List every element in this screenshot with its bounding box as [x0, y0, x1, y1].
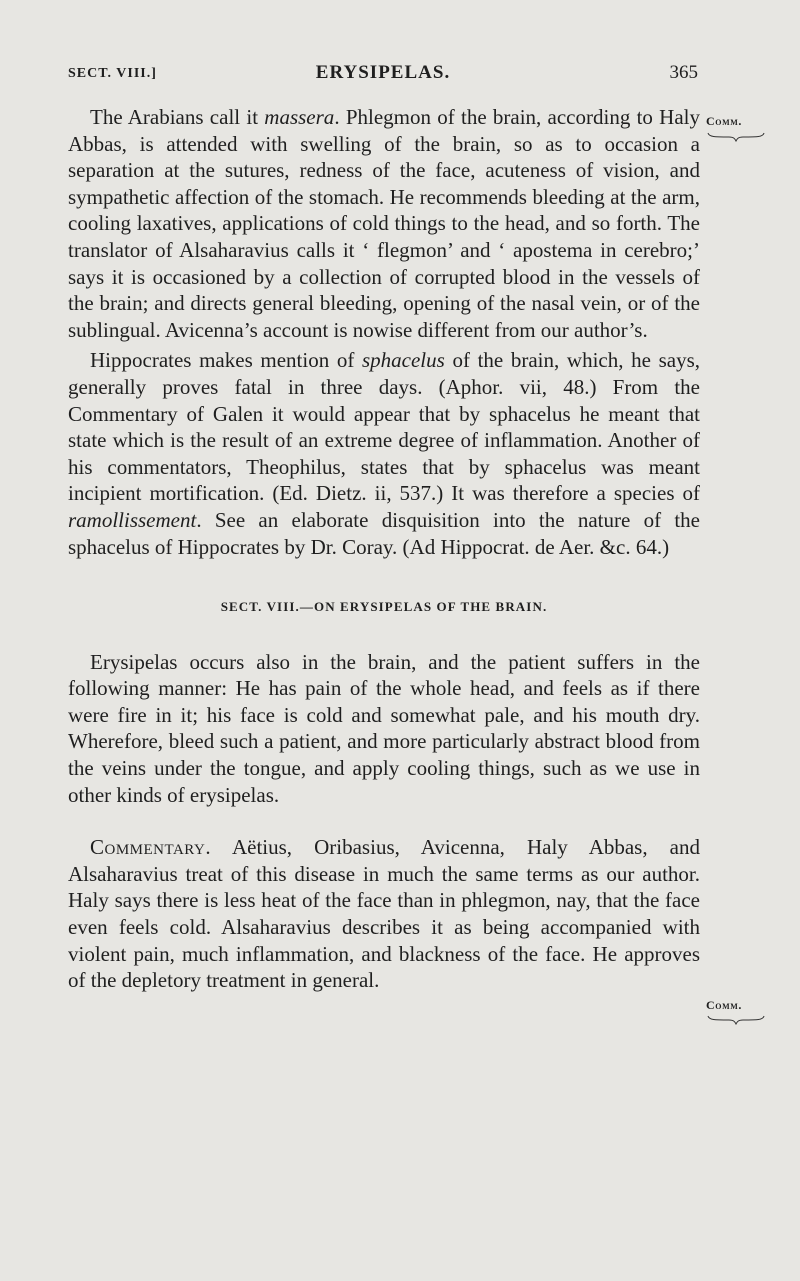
- header-title: ERYSIPELAS.: [315, 62, 451, 83]
- section-heading: SECT. VIII.—ON ERYSIPELAS OF THE BRAIN.: [220, 599, 548, 615]
- paragraph-text: The Arabians call it: [90, 105, 265, 129]
- margin-note-commentary-2: Comm.: [706, 998, 742, 1012]
- paragraph-text: . See an elaborate disquisition into the nature of the sphacelus of Hippocrates by Dr. Coray. (Ad Hippocrat. de Aer. &c. 64.): [68, 507, 700, 559]
- running-header: [68, 62, 698, 86]
- paragraph-text: Hippocrates makes mention of: [90, 348, 362, 373]
- page-body: [68, 104, 700, 994]
- paragraph-text: . Phlegmon of the brain, according to Haly Abbas, is attended with swelling of the brain, so as to occasion a separation at the sutures, redness of the face, acuteness of vision, and sympathetic affection of the stomach. He recommends bleeding at the arm, cooling laxatives, applications of cold things to the head, and so forth. The translator of Alsaharavius calls it ‘ flegmon’ and ‘ apostema in cerebro;’ says it is occasioned by a collection of corrupted blood in the vessels of the brain; and directs general bleeding, opening of the nasal vein, or of the sublingual. Avicenna’s account is nowise different from our author’s.: [68, 105, 700, 342]
- margin-note-commentary-1: Comm.: [706, 114, 742, 128]
- italic-term-ramollissement: ramollissement: [68, 507, 197, 532]
- paragraph-hippocrates: [68, 347, 700, 560]
- page-number: 365: [669, 62, 698, 83]
- paragraph-text: of the brain, which, he says, generally proves fatal in three days. (Aphor. vii, 48.) From the Commentary of Galen it would appear that by sphacelus he meant that state which is the result of an extreme degree of inflammation. Another of his commentators, Theophilus, states that by sphacelus was meant incipient mortification. (Ed. Dietz. ii, 537.) It was therefore a species of: [68, 348, 700, 506]
- commentary-lead: Commentary.: [90, 835, 212, 860]
- paragraph-commentary: [68, 834, 700, 994]
- italic-term-sphacelus: sphacelus: [361, 348, 445, 373]
- margin-brace-icon-2: [707, 1015, 765, 1025]
- paragraph-text: Aëtius, Oribasius, Avicenna, Haly Abbas, and Alsaharavius treat of this disease in much the same terms as our author. Haly says there is less heat of the face than in phlegmon, nay, that the face even feels cold. Alsaharavius describes it as being accompanied with violent pain, much inflammation, and blackness of the face. He approves of the depletory treatment in general.: [68, 835, 700, 993]
- margin-brace-icon-1: [707, 132, 765, 142]
- paragraph-arabians: [68, 104, 700, 343]
- paragraph-erysipelas: Erysipelas occurs also in the brain, and the patient suffers in the following manner: He has pain of the whole head, and feels as if there were fire in it; his face is cold and somewhat pale, and his mouth dry. Wherefore, bleed such a patient, and more particularly abstract blood from the veins under the tongue, and apply cooling things, such as we use in other kinds of erysipelas.: [68, 649, 700, 807]
- header-section-label: SECT. VIII.]: [68, 66, 157, 81]
- italic-term-massera: massera: [264, 105, 335, 129]
